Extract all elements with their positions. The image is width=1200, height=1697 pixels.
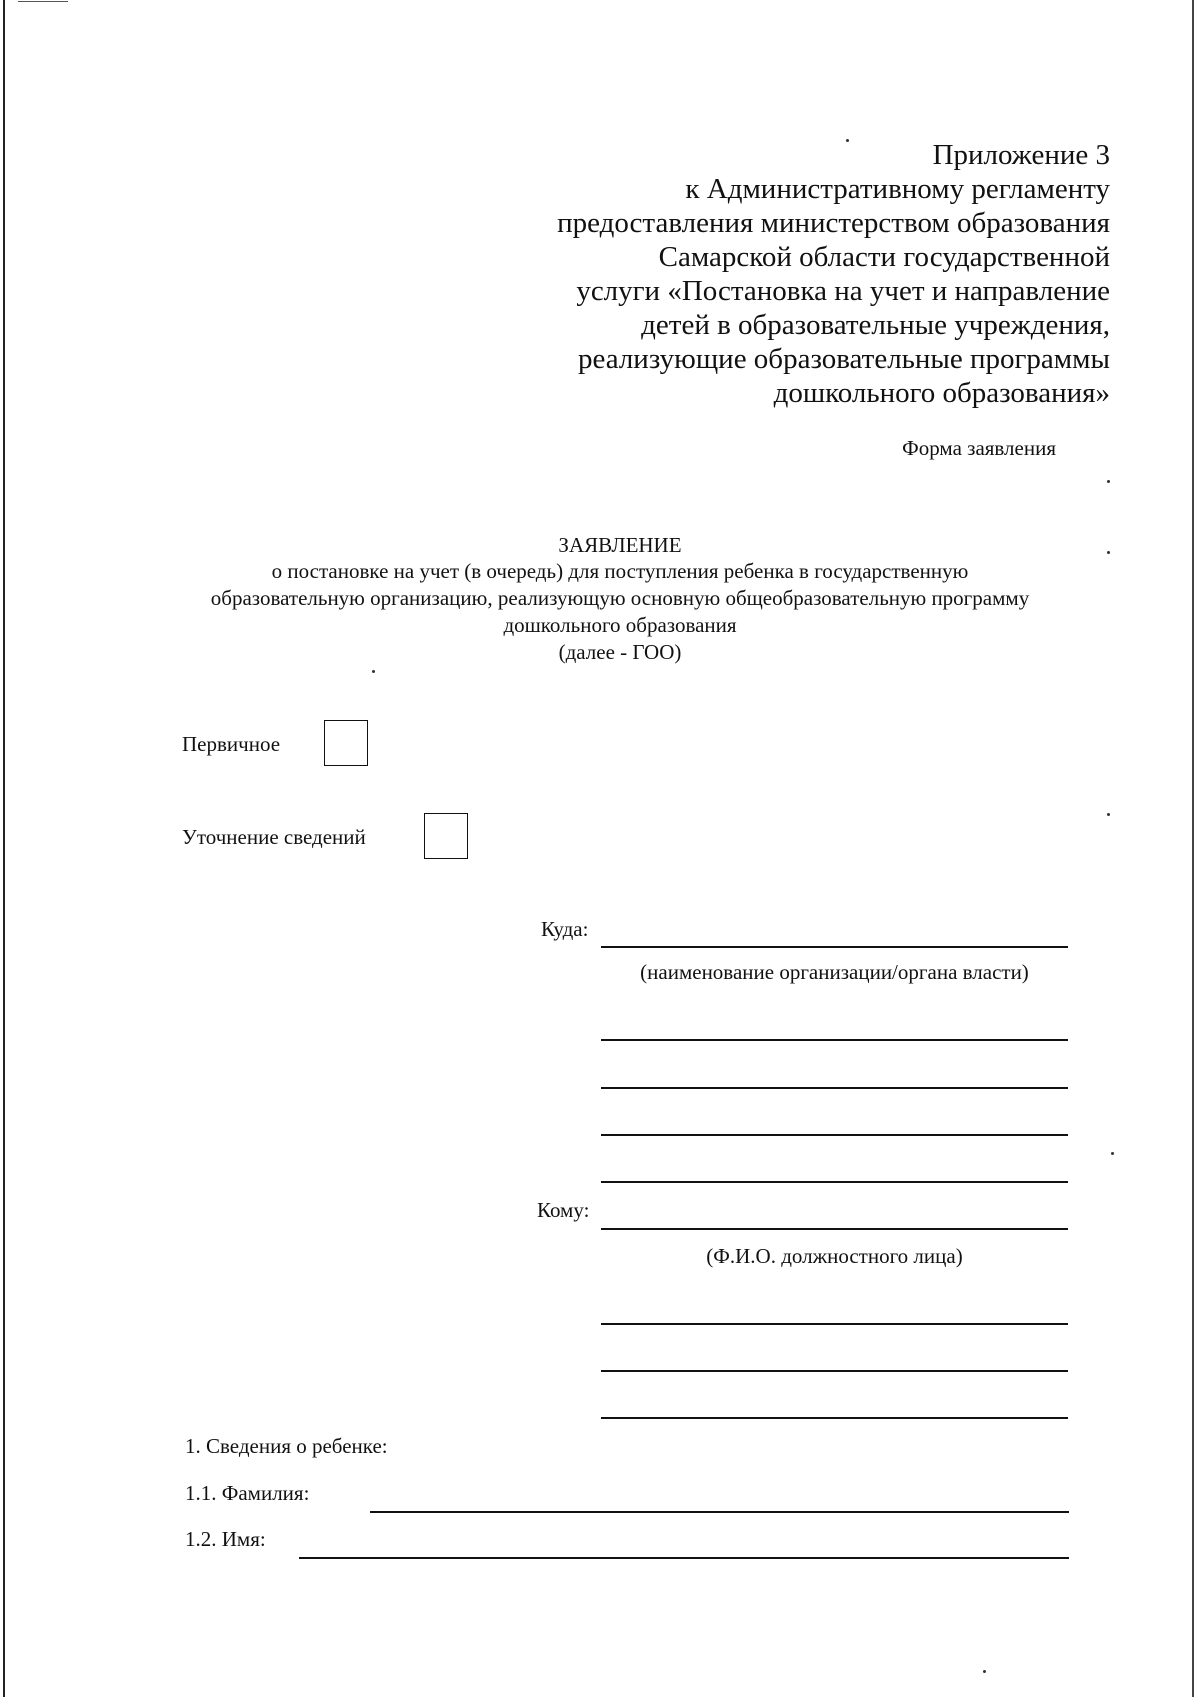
primary-checkbox[interactable] — [324, 720, 368, 766]
appendix-line: дошкольного образования» — [773, 377, 1110, 409]
scan-speck — [1107, 551, 1110, 554]
scan-top-mark — [18, 1, 68, 2]
to-where-label: Куда: — [541, 917, 589, 941]
child-section-heading: 1. Сведения о ребенке: — [185, 1434, 388, 1458]
appendix-line: детей в образовательные учреждения, — [641, 309, 1110, 341]
first-name-input-line[interactable] — [299, 1557, 1069, 1559]
scan-speck — [372, 670, 375, 673]
document-title: ЗАЯВЛЕНИЕ — [558, 533, 682, 557]
document-subtitle-line: дошкольного образования — [503, 613, 737, 637]
appendix-line: предоставления министерством образования — [557, 207, 1110, 239]
surname-label: 1.1. Фамилия: — [185, 1481, 310, 1505]
scan-border-right — [1192, 0, 1194, 1697]
scan-speck — [983, 1670, 986, 1673]
to-where-input-line[interactable] — [601, 1087, 1068, 1089]
to-whom-label: Кому: — [537, 1198, 590, 1222]
scan-speck — [1107, 813, 1110, 816]
appendix-header — [510, 138, 1110, 410]
to-whom-caption: (Ф.И.О. должностного лица) — [706, 1244, 963, 1268]
surname-input-line[interactable] — [370, 1511, 1069, 1513]
scan-speck — [1107, 480, 1110, 483]
option-clarification-label: Уточнение сведений — [182, 825, 366, 849]
scan-border-left — [3, 0, 5, 1697]
appendix-line: Приложение 3 — [932, 139, 1110, 171]
clarification-checkbox[interactable] — [424, 813, 468, 859]
appendix-line: реализующие образовательные программы — [577, 343, 1110, 375]
scan-speck — [1111, 1152, 1114, 1155]
first-name-label: 1.2. Имя: — [185, 1527, 266, 1551]
to-where-input-line[interactable] — [601, 1134, 1068, 1136]
to-whom-input-line[interactable] — [601, 1370, 1068, 1372]
form-type-label: Форма заявления — [902, 436, 1056, 460]
appendix-line: Самарской области государственной — [658, 241, 1110, 273]
to-whom-input-line[interactable] — [601, 1323, 1068, 1325]
document-subtitle-line: образовательную организацию, реализующую основную общеобразовательную программу — [210, 586, 1030, 610]
document-subtitle-line: (далее - ГОО) — [558, 640, 682, 664]
to-whom-input-line[interactable] — [601, 1417, 1068, 1419]
to-where-input-line[interactable] — [601, 946, 1068, 948]
scan-speck — [846, 139, 849, 142]
to-where-input-line[interactable] — [601, 1039, 1068, 1041]
to-where-caption: (наименование организации/органа власти) — [640, 960, 1029, 984]
to-where-input-line[interactable] — [601, 1181, 1068, 1183]
appendix-line: к Административному регламенту — [685, 173, 1110, 205]
document-subtitle-line: о постановке на учет (в очередь) для поступления ребенка в государственную — [271, 559, 969, 583]
to-whom-input-line[interactable] — [601, 1228, 1068, 1230]
option-primary-label: Первичное — [182, 732, 281, 756]
appendix-line: услуги «Постановка на учет и направление — [576, 275, 1110, 307]
